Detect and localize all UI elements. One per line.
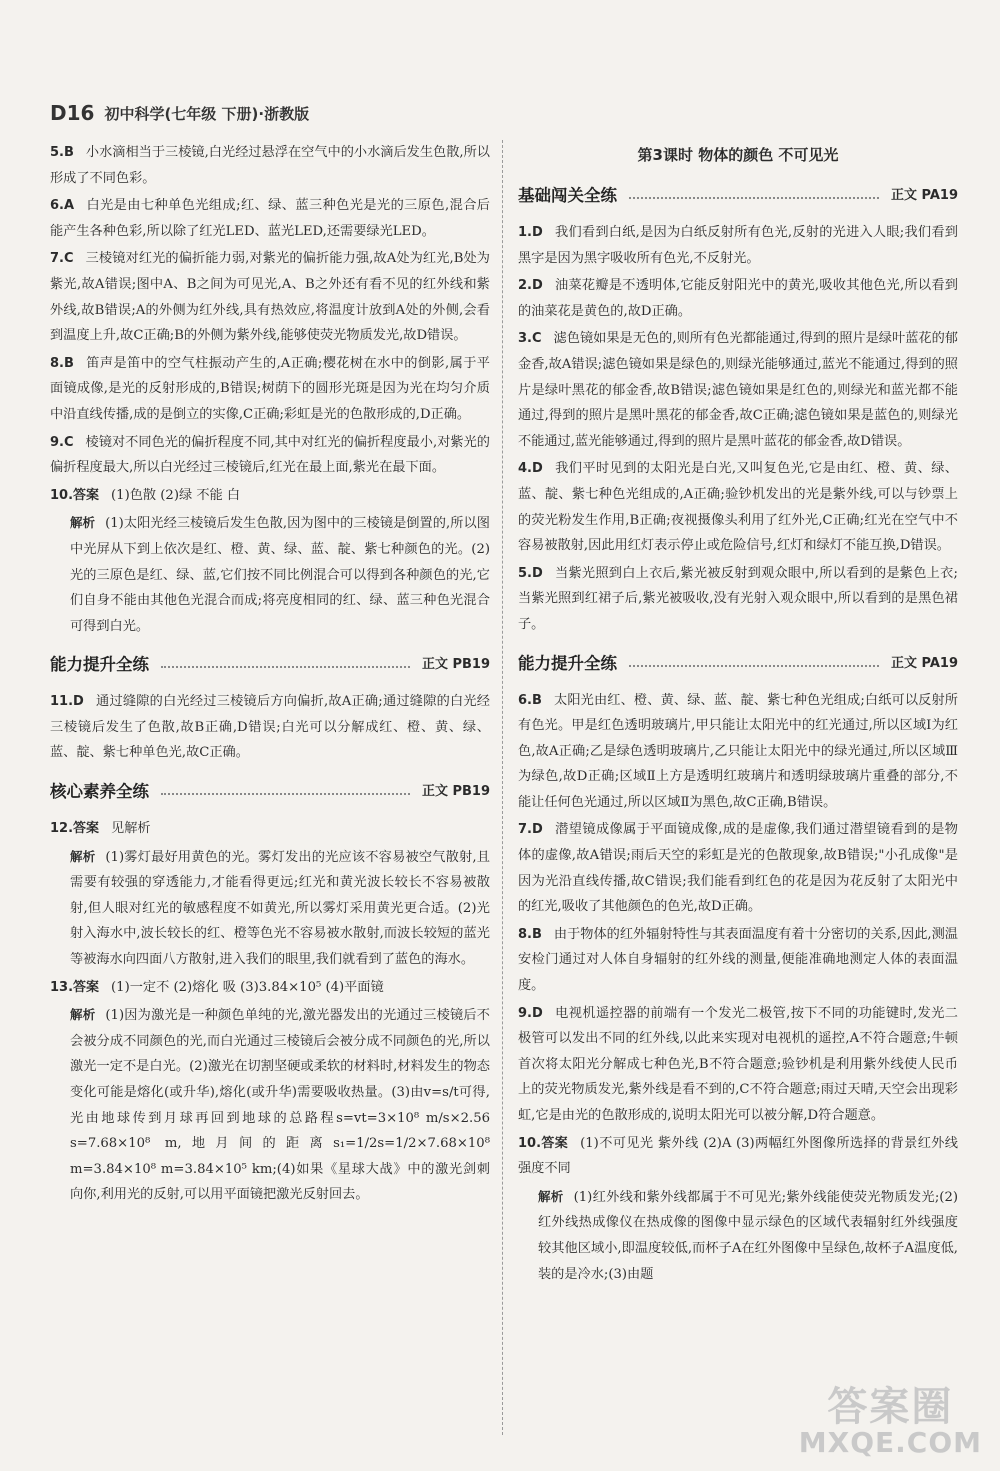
answer-number: 7.C <box>50 251 74 267</box>
explanation-text: (1)雾灯最好用黄色的光。雾灯发出的光应该不容易被空气散射,且需要有较强的穿透能力,才能看得更远;红光和黄光波长较长不容易被散射,但人眼对红光的敏感程度不如黄光,所以雾灯采用黄光更合适。(2)光射入海水中,波长较长的红、橙等色光不容易被水散射,而波长较短的蓝光等被海水向四面八方散射,进入我们的眼里,我们就看到了蓝色的海水。 <box>70 849 490 968</box>
section-heading <box>50 647 490 683</box>
answer-text: 当紫光照到白上衣后,紫光被反射到观众眼中,所以看到的是紫色上衣;当紫光照到红裙子后,紫光被吸收,没有光射入观众眼中,所以看到的是黑色裙子。 <box>518 565 958 632</box>
explanation <box>50 844 490 973</box>
answer-number: 13.答案 <box>50 979 100 995</box>
answer-item <box>50 430 490 481</box>
explanation <box>50 510 490 639</box>
answer-text: (1)不可见光 紫外线 (2)A (3)两幅红外图像所选择的背景红外线强度不同 <box>518 1135 958 1177</box>
answer-item <box>518 922 958 999</box>
answer-item <box>50 975 490 1001</box>
watermark-logo <box>798 1384 982 1459</box>
section-page-ref: 正文 PB19 <box>421 657 490 673</box>
dotted-leader <box>161 793 410 795</box>
answer-item <box>50 193 490 244</box>
section-title: 能力提升全练 <box>518 653 617 673</box>
answer-item <box>50 816 490 842</box>
answer-text: 我们平时见到的太阳光是白光,又叫复色光,它是由红、橙、黄、绿、蓝、靛、紫七种色光组成的,A正确;验钞机发出的光是紫外线,可以与钞票上的荧光粉发生作用,B正确;夜视摄像头利用了红外光,C正确;红光在空气中不容易被散射,因此用红灯表示停止或危险信号,红灯和绿灯不能互换,D错误。 <box>518 461 958 554</box>
explanation-label: 解析 <box>70 1007 96 1023</box>
answer-item <box>518 1001 958 1129</box>
section-page-ref: 正文 PA19 <box>890 188 958 204</box>
answer-text: (1)一定不 (2)熔化 吸 (3)3.84×10⁵ (4)平面镜 <box>111 979 384 995</box>
explanation-text: (1)红外线和紫外线都属于不可见光;紫外线能使荧光物质发光;(2)红外线热成像仪在热成像的图像中显示绿色的区域代表辐射红外线强度较其他区域小,即温度较低,而杯子A在红外图像中呈绿色,故杯子A温度低,装的是冷水;(3)由题 <box>538 1189 958 1282</box>
answer-number: 7.D <box>518 822 543 838</box>
answer-item <box>518 456 958 558</box>
answer-item <box>518 688 958 816</box>
answer-text: (1)色散 (2)绿 不能 白 <box>111 487 241 503</box>
answer-text: 太阳光由红、橙、黄、绿、蓝、靛、紫七种色光组成;白纸可以反射所有色光。甲是红色透明玻璃片,甲只能让太阳光中的红光通过,所以区域Ⅰ为红色,故A正确;乙是绿色透明玻璃片,乙只能让太阳光中的绿光通过,所以区域Ⅲ为绿色,故D正确;区域Ⅱ上方是透明红玻璃片和透明绿玻璃片重叠的部分,不能让任何色光通过,所以区域Ⅱ为黑色,故C正确,B错误。 <box>518 692 958 810</box>
answer-text: 三棱镜对红光的偏折能力弱,对紫光的偏折能力强,故A处为红光,B处为紫光,故A错误;图中A、B之间为可见光,A、B之外还有看不见的红外线和紫外线,故B错误;A的外侧为红外线,具有热效应,将温度计放到A处的外侧,会看到温度上升,故C正确;B的外侧为紫外线,能够使荧光物质发光,故D错误。 <box>50 251 490 344</box>
answer-number: 8.B <box>50 355 74 371</box>
answer-number: 10.答案 <box>50 487 100 503</box>
answer-number: 10.答案 <box>518 1135 569 1151</box>
watermark-url: MXQE.COM <box>798 1426 982 1459</box>
answer-text: 我们看到白纸,是因为白纸反射所有色光,反射的光进入人眼;我们看到黑字是因为黑字吸收所有色光,不反射光。 <box>518 225 958 266</box>
section-page-ref: 正文 PB19 <box>421 784 490 800</box>
answer-number: 9.C <box>50 434 74 450</box>
answer-text: 笛声是笛中的空气柱振动产生的,A正确;樱花树在水中的倒影,属于平面镜成像,是光的反射形成的,B错误;树荫下的圆形光斑是因为光在均匀介质中沿直线传播,成的是倒立的实像,C正确;彩虹是光的色散形成的,D正确。 <box>50 355 490 422</box>
section-page-ref: 正文 PA19 <box>890 655 958 671</box>
answer-item <box>50 351 490 428</box>
explanation-label: 解析 <box>70 848 96 864</box>
answer-number: 3.C <box>518 331 542 347</box>
answer-number: 12.答案 <box>50 821 100 837</box>
answer-number: 8.B <box>518 926 542 942</box>
answer-number: 5.D <box>518 565 543 581</box>
section-title: 能力提升全练 <box>50 655 149 675</box>
answer-number: 5.B <box>50 145 74 160</box>
explanation-label: 解析 <box>538 1188 564 1204</box>
answer-number: 6.B <box>518 692 542 708</box>
section-heading <box>50 774 490 810</box>
dotted-leader <box>161 666 410 668</box>
explanation-text: (1)因为激光是一种颜色单纯的光,激光器发出的光通过三棱镜后不会被分成不同颜色的光,而白光通过三棱镜后会被分成不同颜色的光,所以激光一定不是白光。(2)激光在切割坚硬或柔软的材料时,材料发生的物态变化可能是熔化(或升华),熔化(或升华)需要吸收热量。(3)由v=s/t可得,光由地球传到月球再回到地球的总路程s=vt=3×10⁸ m/s×2.56 s=7.68×10⁸ m,地月间的距离s₁=1/2s=1/2×7.68×10⁸ m=3.84×10⁸ m=3.84×10⁵ km;(4)如果《星球大战》中的激光剑刺向你,利用光的反射,可以用平面镜把激光反射回去。 <box>70 1008 490 1203</box>
page-header <box>50 96 309 130</box>
dotted-leader <box>629 665 879 667</box>
answer-item <box>518 220 958 271</box>
answer-number: 9.D <box>518 1005 543 1021</box>
answer-text: 潜望镜成像属于平面镜成像,成的是虚像,我们通过潜望镜看到的是物体的虚像,故A错误;雨后天空的彩虹是光的色散现象,故B错误;"小孔成像"是因为光沿直线传播,故C错误;我们能看到红色的花是因为花反射了太阳光中的红光,吸收了其他颜色的色光,故D正确。 <box>518 822 958 915</box>
answer-text: 电视机遥控器的前端有一个发光二极管,按下不同的功能键时,发光二极管可以发出不同的红外线,以此来实现对电视机的遥控,A不符合题意;牛顿首次将太阳光分解成七种色光,B不符合题意;验钞机是利用紫外线使人民币上的荧光物质发光,紫外线是看不到的,C不符合题意;雨过天晴,天空会出现彩虹,它是由光的色散形成的,说明太阳光可以被分解,D符合题意。 <box>518 1005 958 1123</box>
explanation <box>518 1184 958 1287</box>
answer-item <box>518 326 958 454</box>
left-column <box>50 140 490 1210</box>
answer-item <box>50 483 490 509</box>
answer-item <box>518 561 958 638</box>
dotted-leader <box>629 197 879 199</box>
answer-text: 棱镜对不同色光的偏折程度不同,其中对红光的偏折程度最小,对紫光的偏折程度最大,所以白光经过三棱镜后,红光在最上面,紫光在最下面。 <box>50 434 490 476</box>
answer-item <box>50 140 490 191</box>
answer-text: 白光是由七种单色光组成;红、绿、蓝三种色光是光的三原色,混合后能产生各种色彩,所以除了红光LED、蓝光LED,还需要绿光LED。 <box>50 198 490 239</box>
explanation <box>50 1002 490 1208</box>
answer-item <box>518 1131 958 1182</box>
answer-number: 11.D <box>50 694 84 710</box>
answer-item <box>518 817 958 919</box>
right-column <box>518 140 958 1289</box>
answer-text: 见解析 <box>111 821 151 837</box>
lesson-title: 第3课时 物体的颜色 不可见光 <box>637 146 839 164</box>
section-heading <box>518 646 958 682</box>
answer-item <box>518 273 958 324</box>
column-divider <box>502 140 503 1435</box>
answer-text: 由于物体的红外辐射特性与其表面温度有着十分密切的关系,因此,测温安检门通过对人体自身辐射的红外线的测量,便能准确地测定人体的表面温度。 <box>518 926 958 994</box>
answer-text: 滤色镜如果是无色的,则所有色光都能通过,得到的照片是绿叶蓝花的郁金香,故A错误;滤色镜如果是绿色的,则绿光能够通过,蓝光不能通过,得到的照片是绿叶黑花的郁金香,故B错误;滤色镜如果是红色的,则绿光和蓝光都不能通过,得到的照片是黑叶黑花的郁金香,故C正确;滤色镜如果是蓝色的,则绿光不能通过,蓝光能够通过,得到的照片是黑叶蓝花的郁金香,故D错误。 <box>518 331 958 449</box>
answer-text: 通过缝隙的白光经过三棱镜后方向偏折,故A正确;通过缝隙的白光经三棱镜后发生了色散,故B正确,D错误;白光可以分解成红、橙、黄、绿、蓝、靛、紫七种单色光,故C正确。 <box>50 694 490 761</box>
answer-text: 油菜花瓣是不透明体,它能反射阳光中的黄光,吸收其他色光,所以看到的油菜花是黄色的,故D正确。 <box>518 278 958 319</box>
watermark-text: 答案圈 <box>827 1384 954 1430</box>
answer-text: 小水滴相当于三棱镜,白光经过悬浮在空气中的小水滴后发生色散,所以形成了不同色彩。 <box>50 145 490 186</box>
explanation-text: (1)太阳光经三棱镜后发生色散,因为图中的三棱镜是倒置的,所以图中光屏从下到上依次是红、橙、黄、绿、蓝、靛、紫七种颜色的光。(2)光的三原色是红、绿、蓝,它们按不同比例混合可以得到各种颜色的光,它们自身不能由其他色光混合而成;将亮度相同的红、绿、蓝三种色光混合可得到白光。 <box>70 516 490 634</box>
book-title: 初中科学(七年级 下册)·浙教版 <box>104 104 310 123</box>
answer-number: 6.A <box>50 198 75 214</box>
answer-item <box>50 246 490 348</box>
answer-number: 2.D <box>518 278 543 294</box>
section-heading <box>518 178 958 214</box>
answer-number: 1.D <box>518 225 543 240</box>
answer-item <box>50 689 490 766</box>
page-number-badge: D16 <box>50 101 95 125</box>
explanation-label: 解析 <box>70 515 96 531</box>
section-title: 基础闯关全练 <box>518 186 617 206</box>
answer-number: 4.D <box>518 461 543 477</box>
section-title: 核心素养全练 <box>50 782 149 802</box>
